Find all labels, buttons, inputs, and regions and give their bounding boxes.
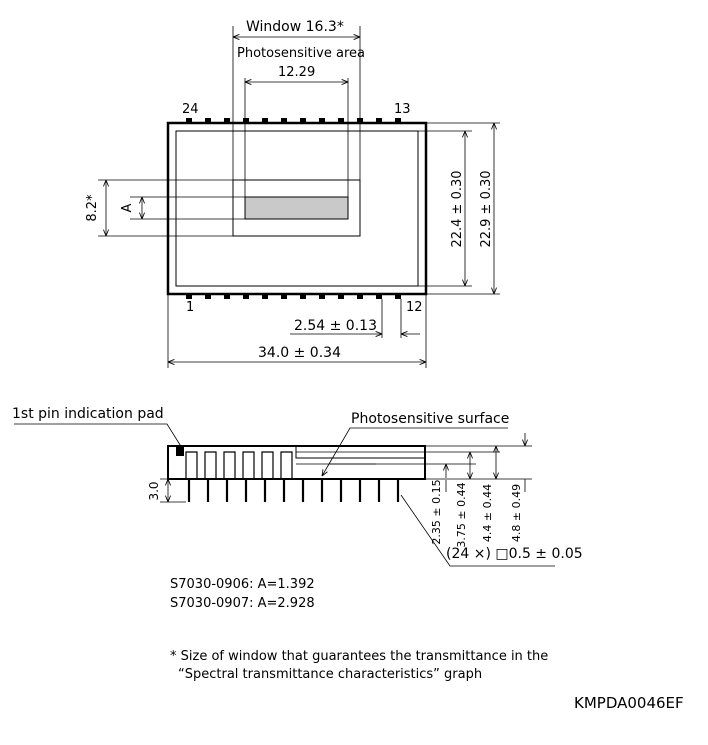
package-width-label: 34.0 ± 0.34 — [258, 345, 341, 361]
dim-a-label: A — [120, 203, 135, 213]
dim-235-label: 2.35 ± 0.15 — [430, 479, 443, 545]
photosensitive-surface-label: Photosensitive surface — [351, 411, 510, 427]
pin-24-label: 24 — [182, 102, 199, 117]
drawing-code: KMPDA0046EF — [574, 694, 684, 712]
pin1-pad — [176, 446, 184, 456]
photosensitive-width-label: 12.29 — [278, 65, 316, 80]
pin-12-label: 12 — [406, 300, 423, 315]
dim-375-label: 3.75 ± 0.44 — [455, 482, 468, 548]
footnote-line1: * Size of window that guarantees the transmittance in the — [170, 649, 549, 664]
dim-48-label: 4.8 ± 0.49 — [510, 483, 523, 543]
photosensitive-area — [245, 197, 348, 219]
pin-13-label: 13 — [394, 102, 411, 117]
window-height-label: 8.2* — [85, 194, 100, 222]
pin-pitch-label: 2.54 ± 0.13 — [294, 318, 377, 334]
pin-1-label: 1 — [186, 300, 195, 315]
side-view — [14, 424, 555, 566]
window-width-label: Window 16.3* — [246, 19, 344, 35]
footnote-line2: “Spectral transmittance characteristics” graph — [178, 667, 483, 682]
lead-spec-label: (24 ×) □0.5 ± 0.05 — [446, 546, 583, 562]
photosensitive-area-label: Photosensitive area — [237, 46, 366, 61]
height-outer-label: 22.9 ± 0.30 — [479, 170, 494, 248]
dim-44-label: 4.4 ± 0.44 — [481, 483, 494, 543]
pin1-pad-label: 1st pin indication pad — [12, 406, 164, 422]
height-inner-label: 22.4 ± 0.30 — [450, 170, 465, 248]
variant-0907: S7030-0907: A=2.928 — [170, 596, 315, 611]
lead-length-label: 3.0 — [147, 481, 161, 501]
variant-0906: S7030-0906: A=1.392 — [170, 577, 315, 592]
